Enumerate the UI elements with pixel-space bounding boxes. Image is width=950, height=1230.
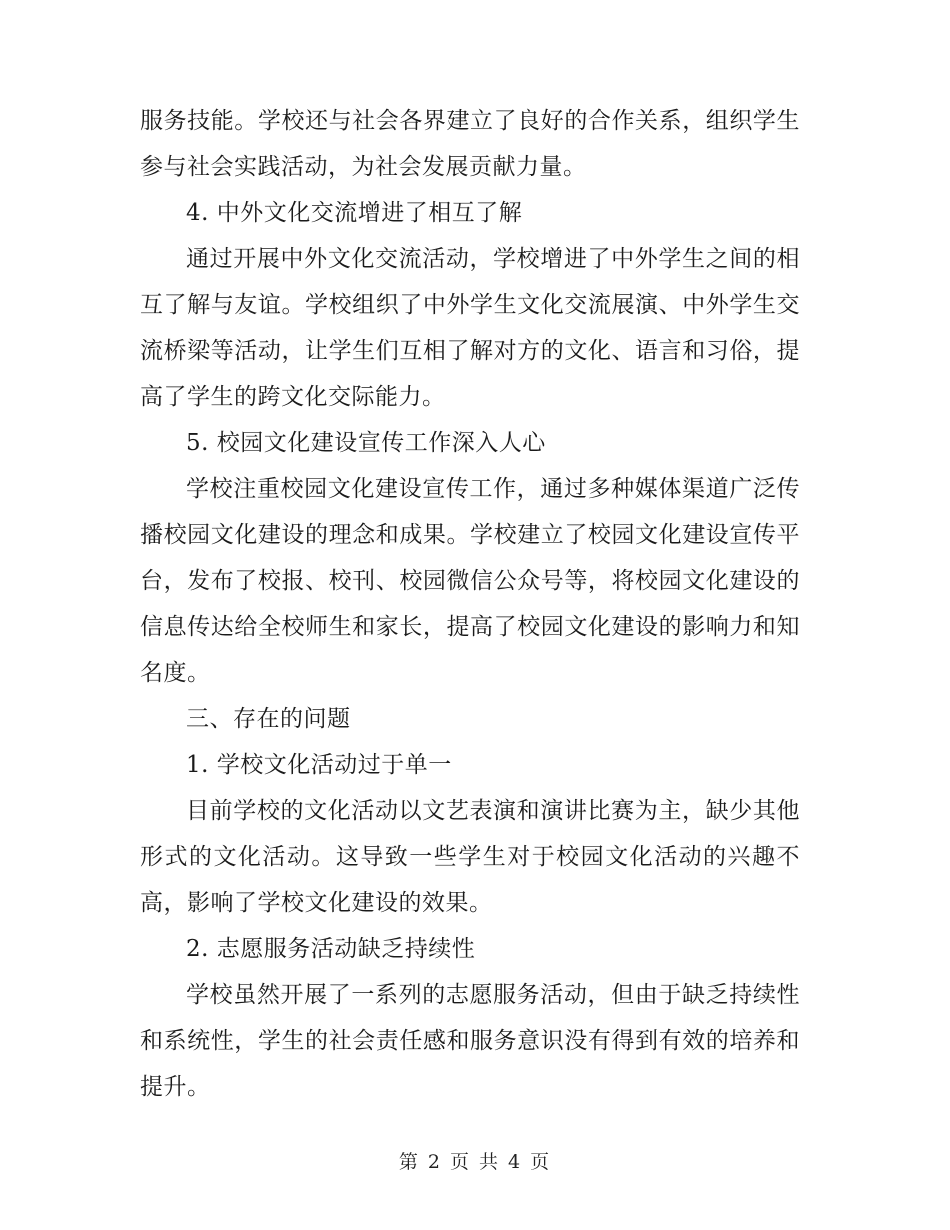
subheading-single-activities: 1. 学校文化活动过于单一 [186,752,452,778]
section-heading-problems: 三、存在的问题 [186,706,351,732]
paragraph-continued: 服务技能。学校还与社会各界建立了良好的合作关系，组织学生参与社会实践活动，为社会发展贡献力量。 [140,108,800,180]
paragraph-volunteer: 学校虽然开展了一系列的志愿服务活动，但由于缺乏持续性和系统性，学生的社会责任感和服务意识没有得到有效的培养和提升。 [140,982,800,1100]
subheading-volunteer: 2. 志愿服务活动缺乏持续性 [186,936,476,962]
paragraph-cultural-exchange: 通过开展中外文化交流活动，学校增进了中外学生之间的相互了解与友谊。学校组织了中外学生文化交流展演、中外学生交流桥梁等活动，让学生们互相了解对方的文化、语言和习俗，提高了学生的跨文化交际能力。 [140,246,800,410]
subheading-cultural-exchange: 4. 中外文化交流增进了相互了解 [186,200,523,226]
paragraph-publicity: 学校注重校园文化建设宣传工作，通过多种媒体渠道广泛传播校园文化建设的理念和成果。学校建立了校园文化建设宣传平台，发布了校报、校刊、校园微信公众号等，将校园文化建设的信息传达给全校师生和家长，提高了校园文化建设的影响力和知名度。 [140,476,800,686]
document-body [140,98,800,1110]
paragraph-single-activities: 目前学校的文化活动以文艺表演和演讲比赛为主，缺少其他形式的文化活动。这导致一些学生对于校园文化活动的兴趣不高，影响了学校文化建设的效果。 [140,798,800,916]
subheading-publicity: 5. 校园文化建设宣传工作深入人心 [186,430,546,456]
page-number-footer: 第 2 页 共 4 页 [398,1151,552,1173]
